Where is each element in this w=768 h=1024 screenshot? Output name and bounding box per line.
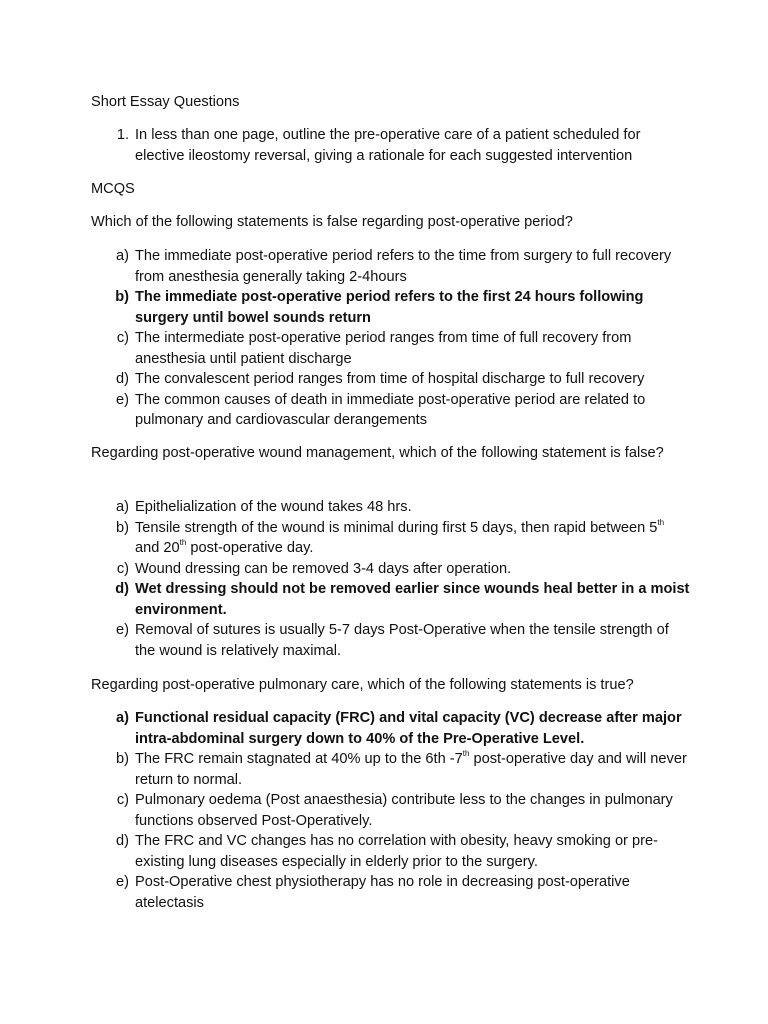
mcq-2-option-d[interactable] — [91, 579, 691, 620]
option-text: Pulmonary oedema (Post anaesthesia) contribute less to the changes in pulmonary functions observed Post-Operatively. — [135, 792, 673, 829]
option-text: The convalescent period ranges from time of hospital discharge to full recovery — [135, 371, 645, 387]
essay-question-list — [91, 125, 691, 166]
mcq-3-option-e[interactable] — [91, 872, 691, 913]
mcq-1-option-a[interactable] — [91, 246, 691, 287]
option-text-middle: and 20 — [135, 540, 180, 556]
essay-question-1 — [91, 125, 691, 166]
mcq-2-options — [91, 497, 691, 661]
option-text: Post-Operative chest physiotherapy has no role in decreasing post-operative atelectasis — [135, 874, 630, 911]
mcq-3-stem: Regarding post-operative pulmonary care, which of the following statements is true? — [91, 677, 634, 693]
option-text: The common causes of death in immediate post-operative period are related to pulmonary and cardiovascular derangements — [135, 391, 646, 428]
option-label: e) — [116, 622, 129, 638]
option-label: e) — [116, 391, 129, 408]
mcq-1-stem: Which of the following statements is false regarding post-operative period? — [91, 214, 573, 230]
option-label: d) — [116, 833, 129, 849]
option-text: Wound dressing can be removed 3-4 days after operation. — [135, 560, 512, 577]
option-label: c) — [116, 330, 129, 346]
superscript-th: th — [657, 517, 665, 527]
superscript-th: th — [462, 749, 470, 759]
superscript-th: th — [179, 538, 187, 548]
mcq-2-option-b[interactable] — [91, 518, 691, 559]
option-text: Removal of sutures is usually 5-7 days Post-Operative when the tensile strength of the wound is relatively maximal. — [135, 622, 669, 659]
option-label: b) — [116, 751, 129, 767]
short-essay-heading: Short Essay Questions — [91, 94, 240, 110]
mcq-3-option-c[interactable] — [91, 790, 691, 831]
option-label: c) — [116, 560, 129, 577]
essay-question-text: In less than one page, outline the pre-operative care of a patient scheduled for elective ileostomy reversal, giving a rationale for each suggested intervention — [135, 127, 641, 164]
mcq-2-stem: Regarding post-operative wound management, which of the following statement is false? — [91, 445, 664, 461]
option-label: a) — [116, 710, 129, 726]
option-text-end: post-operative day and will never return to normal. — [135, 751, 687, 788]
mcq-1-option-e[interactable] — [91, 390, 691, 431]
option-text: The intermediate post-operative period ranges from time of full recovery from anesthesia until patient discharge — [135, 330, 632, 367]
mcqs-heading: MCQS — [91, 181, 135, 197]
option-text: Functional residual capacity (FRC) and vital capacity (VC) decrease after major intra-abdominal surgery down to 40% of the Pre-Operative Level. — [135, 710, 682, 747]
option-label: d) — [116, 371, 129, 387]
mcq-1-options — [91, 246, 691, 431]
option-text-start: Tensile strength of the wound is minimal during first 5 days, then rapid between 5 — [135, 519, 658, 536]
mcq-2-option-e[interactable] — [91, 620, 691, 661]
mcq-3-option-d[interactable] — [91, 831, 691, 872]
option-text: Wet dressing should not be removed earlier since wounds heal better in a moist environment. — [135, 581, 690, 618]
option-label: c) — [116, 792, 129, 808]
option-label: a) — [116, 499, 129, 515]
option-text: The FRC and VC changes has no correlation with obesity, heavy smoking or pre-existing lung diseases especially in elderly prior to the surgery. — [135, 833, 658, 870]
mcq-1-option-d[interactable] — [91, 369, 691, 390]
option-label: b) — [116, 519, 129, 536]
option-text-start: The FRC remain stagnated at 40% up to the 6th -7 — [135, 751, 463, 767]
mcq-3-options — [91, 708, 691, 913]
mcq-2-option-a[interactable] — [91, 497, 691, 518]
option-label: a) — [116, 248, 129, 264]
mcq-1-option-b[interactable] — [91, 287, 691, 328]
mcq-1-option-c[interactable] — [91, 328, 691, 369]
mcq-3-option-b[interactable] — [91, 749, 691, 790]
option-text: Epithelialization of the wound takes 48 hrs. — [135, 499, 412, 515]
option-label: b) — [115, 289, 129, 305]
option-text-end: post-operative day. — [186, 540, 314, 556]
mcq-3-option-a[interactable] — [91, 708, 691, 749]
option-text: The immediate post-operative period refers to the time from surgery to full recovery from anesthesia generally taking 2-4hours — [135, 248, 672, 285]
option-label: e) — [116, 874, 129, 890]
mcq-2-option-c[interactable] — [91, 559, 691, 580]
option-text: The immediate post-operative period refers to the first 24 hours following surgery until bowel sounds return — [135, 289, 644, 326]
option-label: d) — [115, 581, 129, 597]
essay-question-number: 1. — [116, 127, 129, 143]
